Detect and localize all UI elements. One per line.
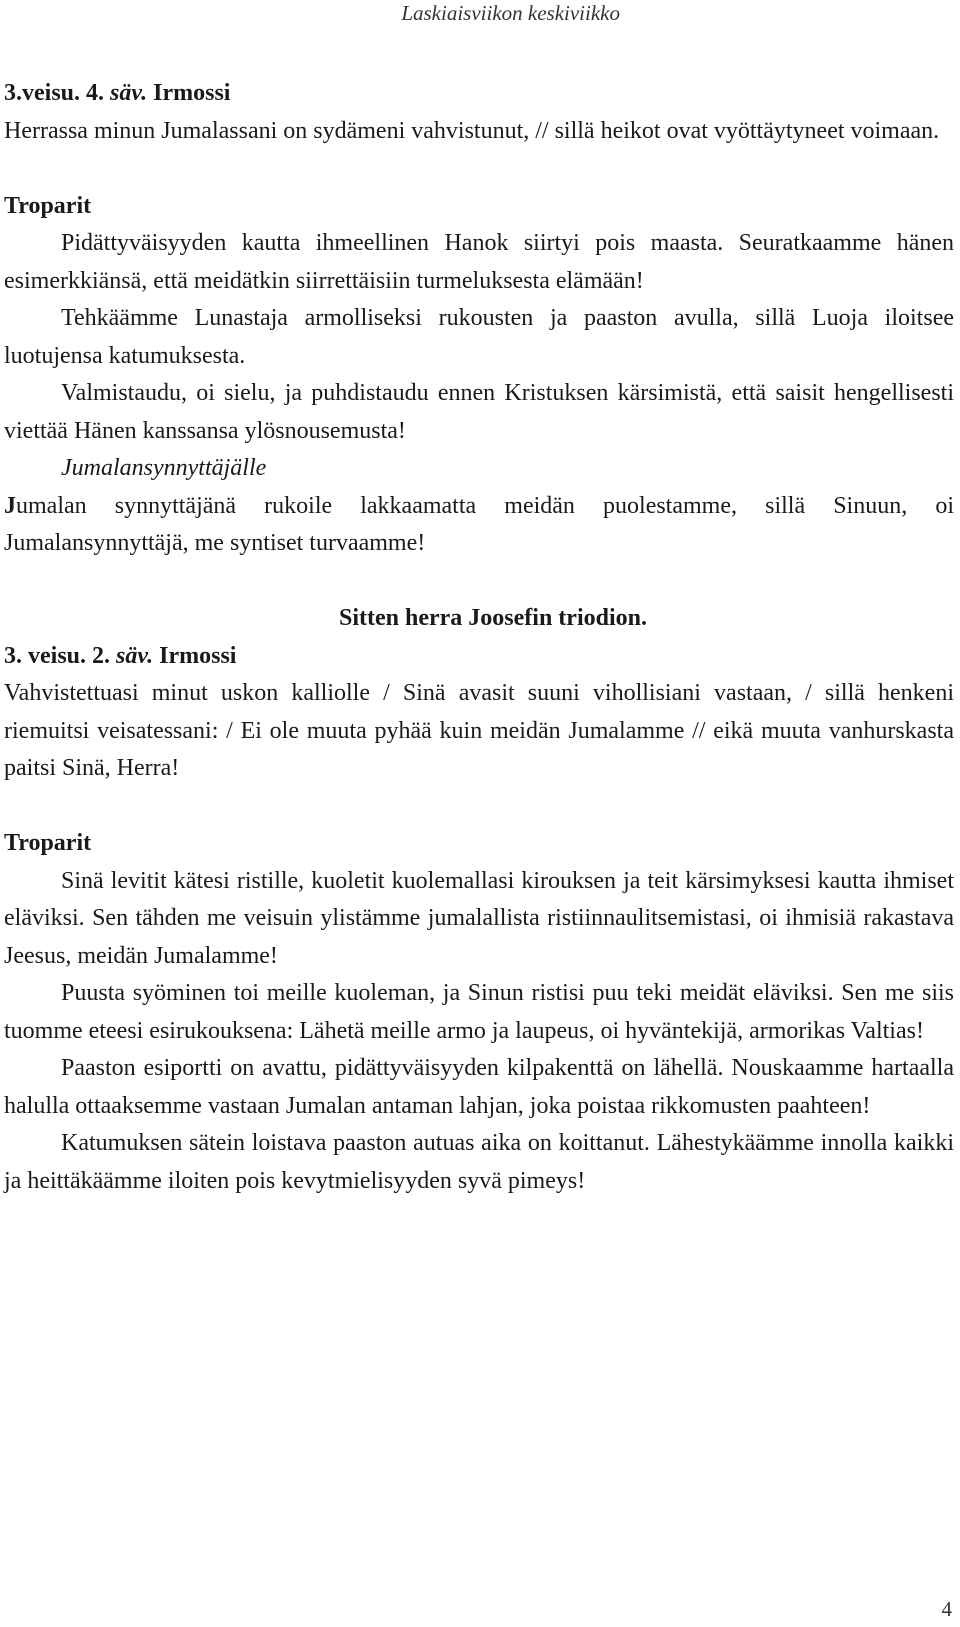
section2-troparion-4: Katumuksen sätein loistava paaston autuas aika on koittanut. Lähestykäämme innolla kaikki ja heittäkäämme iloiten pois kevytmielisyyden syvä pimeys! <box>4 1130 954 1194</box>
section2-troparia-heading: Troparit <box>4 830 92 856</box>
theotokion-label: Jumalansynnyttäjälle <box>61 455 267 481</box>
section1-heading-post: Irmossi <box>147 80 231 106</box>
section1-troparion-2: Tehkäämme Lunastaja armolliseksi rukousten ja paaston avulla, sillä Luoja iloitsee luotujensa katumuksesta. <box>4 305 954 369</box>
section1-troparion-1: Pidättyväisyyden kautta ihmeellinen Hanok siirtyi pois maasta. Seuratkaamme hänen esimerkkiänsä, että meidätkin siirrettäisiin turmeluksesta elämään! <box>4 230 954 294</box>
section2-troparion-1: Sinä levitit kätesi ristille, kuoletit kuolemallasi kirouksen ja teit kärsimyksesi kautta ihmiset eläviksi. Sen tähden me veisuin ylistämme jumalallista ristiinnaulitsemistasi, oi ihmisiä rakastava Jeesus, meidän Jumalamme! <box>4 867 954 969</box>
section1-heading <box>4 75 954 113</box>
section2-heading-post: Irmossi <box>153 642 237 669</box>
spacer <box>4 788 954 826</box>
section2-heading-pre: 3. veisu. 2. <box>4 642 117 669</box>
section2-troparion-3: Paaston esiportti on avattu, pidättyväisyyden kilpakenttä on lähellä. Nouskaamme hartaalla halulla ottaaksemme vastaan Jumalan antaman lahjan, joka poistaa rikkomusten paahteen! <box>4 1055 954 1119</box>
section2-heading-tone: säv. <box>116 642 154 669</box>
section1-heading-tone: säv. <box>110 80 148 106</box>
document-body <box>4 75 954 1200</box>
section1-troparion-3: Valmistaudu, oi sielu, ja puhdistaudu ennen Kristuksen kärsimistä, että saisit hengellisesti viettää Hänen kanssansa ylösnousemusta! <box>4 380 954 444</box>
spacer <box>4 150 954 188</box>
theotokion-text: Jumalan synnyttäjänä rukoile lakkaamatta meidän puolestamme, sillä Sinuun, oi Jumalansynnyttäjä, me syntiset turvaamme! <box>4 492 954 556</box>
spacer <box>4 563 954 601</box>
running-title: Laskiaisviikon keskiviikko <box>401 1 620 25</box>
section1-irmos: Herrassa minun Jumalassani on sydämeni vahvistunut, // sillä heikot ovat vyöttäytyneet voimaan. <box>4 117 940 144</box>
section2-irmos: Vahvistettuasi minut uskon kalliolle / Sinä avasit suuni vihollisiani vastaan, / sillä henkeni riemuitsi veisatessani: / Ei ole muuta pyhää kuin meidän Jumalamme // eikä muuta vanhurskasta paitsi Sinä, Herra! <box>4 680 954 781</box>
section2-troparion-2: Puusta syöminen toi meille kuoleman, ja Sinun ristisi puu teki meidät eläviksi. Sen me siis tuomme eteesi esirukouksena: Lähetä meille armo ja laupeus, oi hyväntekijä, armorikas Valtias! <box>4 980 954 1044</box>
section2-heading <box>4 638 954 676</box>
section1-heading-pre: 3.veisu. 4. <box>4 80 111 106</box>
section1-troparia-heading: Troparit <box>4 192 92 219</box>
page-number: 4 <box>941 1597 952 1621</box>
section2-title: Sitten herra Joosefin triodion. <box>339 605 647 631</box>
